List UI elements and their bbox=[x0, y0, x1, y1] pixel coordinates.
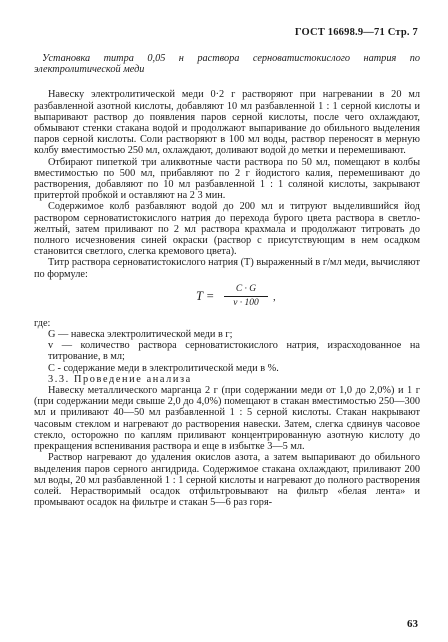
titre-formula bbox=[34, 282, 420, 316]
page-number: 63 bbox=[407, 618, 418, 630]
definition-g: G — навеска электролитической меди в г; bbox=[48, 329, 233, 341]
definition-c: C - содержание меди в электролитической меди в %. bbox=[48, 362, 279, 374]
page-header: ГОСТ 16698.9—71 Стр. 7 bbox=[294, 27, 418, 38]
formula-numerator: C · G bbox=[224, 284, 268, 297]
section-heading: Установка титра 0,05 н раствора серноватистокислого натрия по электролитической меди bbox=[34, 53, 420, 76]
paragraph: Раствор нагревают до удаления окислов азота, а затем выпаривают до обильного выделения паров серного ангидрида. Содержимое стакана охлаждают, приливают 200 мл воды, 20 мл разбавленной 1 : 1 серной кислоты и нагревают до полного растворения солей. Нерастворимый осадок отфильтровывают на фильтр «белая лента» и промывают осадок на фильтре и стакан 5—6 раз горя- bbox=[34, 452, 420, 509]
where-label: где: bbox=[34, 317, 51, 329]
formula-lhs: T = bbox=[196, 288, 215, 303]
paragraph: Титр раствора серноватистокислого натрия (T) выраженный в г/мл меди, вычисляют по формуле: bbox=[34, 257, 420, 280]
definition-v: v — количество раствора серноватистокислого натрия, израсходованное на титрование, в мл; bbox=[48, 340, 420, 363]
formula-comma: , bbox=[273, 290, 276, 303]
paragraph: Навеску электролитической меди 0·2 г растворяют при нагревании в 20 мл разбавленной азотной кислоты, добавляют 10 мл разбавленной 1 : 1 серной кислоты и выпаривают раствор до появления паров серной кислоты, после чего охлаждают, обмывают стенки стакана водой и продолжают выпаривание до обильного выделения паров серной кислоты. Соли растворяют в 100 мл воды, раствор переносят в мерную колбу вместимостью 250 мл, охлаждают, доливают водой до метки и перемешивают. bbox=[34, 89, 420, 157]
paragraph: Навеску металлического марганца 2 г (при содержании меди от 1,0 до 2,0%) и 1 г (при содержании меди свыше 2,0 до 4,0%) помещают в стакан вместимостью 250—300 мл и приливают 40—50 мл разбавленной 1 : 5 серной кислоты. Стакан накрывают часовым стеклом и нагревают до растворения навески. Затем, слегка сдвинув часовое стекло, осторожно по каплям приливают концентрированную азотную кислоту до прекращения вспенивания раствора и еще в избытке 3—5 мл. bbox=[34, 385, 420, 453]
document-body bbox=[34, 53, 420, 508]
section-title: 3.3. Проведение анализа bbox=[48, 373, 192, 385]
paragraph: Содержимое колб разбавляют водой до 200 мл и титруют выделившийся йод раствором серноватистокислого натрия до перехода бурого цвета раствора в светло-желтый, затем приливают по 2 мл раствора крахмала и продолжают титровать до полного исчезновения синей окраски (раствор с присутствующим в нем осадком становится светлого, слегка кремового цвета). bbox=[34, 201, 420, 258]
formula-denominator: v · 100 bbox=[233, 298, 259, 309]
formula-fraction bbox=[224, 284, 268, 309]
paragraph: Отбирают пипеткой три аликвотные части раствора по 50 мл, помещают в колбы вместимостью по 500 мл, прибавляют по 2 г йодистого калия, перемешивают до растворения, добавляют по 10 мл разбавленной 1 : 1 соляной кислоты, закрывают притертой пробкой и оставляют на 2 3 мин. bbox=[34, 156, 420, 202]
